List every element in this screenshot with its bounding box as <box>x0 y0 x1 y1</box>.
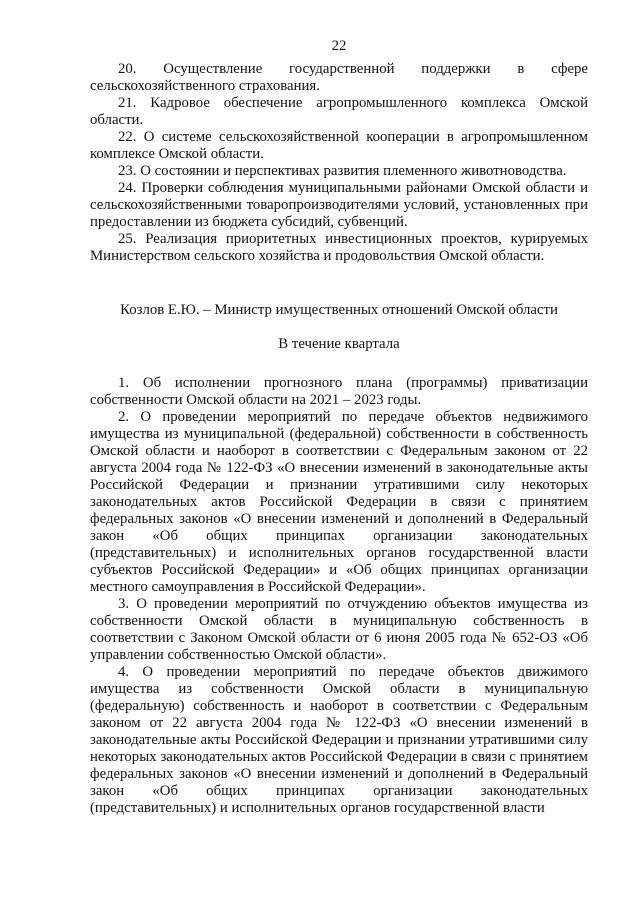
list-item: 25. Реализация приоритетных инвестиционных проектов, курируемых Министерством сельского хозяйства и продовольствия Омской области. <box>90 231 588 264</box>
page-number: 22 <box>331 38 347 54</box>
list-item: 22. О системе сельскохозяйственной кооперации в агропромышленном комплексе Омской области. <box>90 129 588 162</box>
list-item: 2. О проведении мероприятий по передаче объектов недвижимого имущества из муниципальной (федеральной) собственности в собственность Омской области и наоборот в соответствии с Федеральным законом от 22 августа 2004 года № 122-ФЗ «О внесении изменений в законодательные акты Российской Федерации и признании утратившими силу некоторых законодательных актов Российской Федерации в связи с принятием федеральных законов «О внесении изменений и дополнений в Федеральный закон «Об общих принципах организации законодательных (представительных) и исполнительных органов государственной власти субъектов Российской Федерации» и «Об общих принципах организации местного самоуправления в Российской Федерации». <box>90 409 588 595</box>
list-item: 4. О проведении мероприятий по передаче объектов движимого имущества из собственности Омской области в муниципальную (федеральную) собственность и наоборот в соответствии с Федеральным законом от 22 августа 2004 года № 122-ФЗ «О внесении изменений в законодательные акты Российской Федерации и признании утратившими силу некоторых законодательных актов Российской Федерации в связи с принятием федеральных законов «О внесении изменений и дополнений в Федеральный закон «Об общих принципах организации законодательных (представительных) и исполнительных органов государственной власти <box>90 664 588 816</box>
list-item: 1. Об исполнении прогнозного плана (программы) приватизации собственности Омской области на 2021 – 2023 годы. <box>90 375 588 408</box>
list-item: 23. О состоянии и перспективах развития племенного животноводства. <box>118 163 567 179</box>
agenda-list-property <box>90 375 588 817</box>
list-item: 21. Кадровое обеспечение агропромышленного комплекса Омской области. <box>90 95 588 128</box>
responsible-person-heading: Козлов Е.Ю. – Министр имущественных отношений Омской области <box>120 302 558 318</box>
list-item: 3. О проведении мероприятий по отчуждению объектов имущества из собственности Омской области в муниципальную собственность в соответствии с Законом Омской области от 6 июня 2005 года № 652-ОЗ «Об управлении собственностью Омской области». <box>90 596 588 663</box>
agenda-list-agriculture <box>90 61 588 265</box>
list-item: 20. Осуществление государственной поддержки в сфере сельскохозяйственного страхования. <box>90 61 588 94</box>
list-item: 24. Проверки соблюдения муниципальными районами Омской области и сельскохозяйственными товаропроизводителями условий, установленных при предоставлении из бюджета субсидий, субвенций. <box>90 180 588 230</box>
period-heading: В течение квартала <box>278 336 400 352</box>
